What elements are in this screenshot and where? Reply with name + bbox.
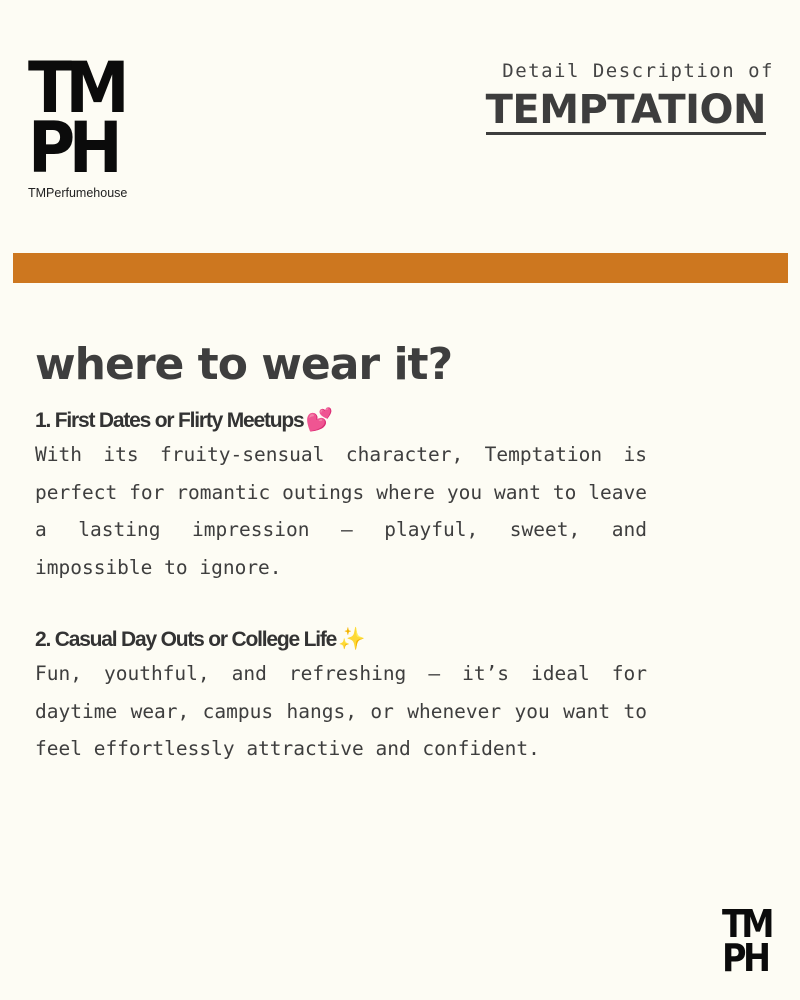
- main-content: [35, 335, 647, 768]
- brand-logo: [28, 47, 140, 200]
- product-title: TEMPTATION: [485, 87, 766, 133]
- logo-line-1: TM: [28, 47, 124, 129]
- logo-line-2: PH: [28, 107, 117, 189]
- occasion-description: Fun, youthful, and refreshing — it’s ideal for daytime wear, campus hangs, or whenever you want to feel effortlessly attractive and confident.: [35, 662, 647, 760]
- footer-logo: [722, 902, 772, 980]
- header-subtitle: Detail Description of: [502, 60, 774, 82]
- sparkles-icon: ✨: [338, 626, 365, 651]
- accent-divider-bar: [13, 253, 788, 283]
- occasion-heading: [35, 405, 647, 436]
- occasion-heading: [35, 624, 647, 655]
- logo-mark: [28, 47, 131, 189]
- brand-caption: TMPerfumehouse: [28, 186, 128, 200]
- occasion-heading-text: 2. Casual Day Outs or College Life: [35, 628, 337, 651]
- occasion-heading-text: 1. First Dates or Flirty Meetups: [35, 409, 304, 432]
- hearts-icon: 💕: [305, 407, 332, 432]
- footer-logo-line-2: PH: [722, 936, 768, 980]
- occasion-description: With its fruity-sensual character, Temptation is perfect for romantic outings where you want to leave a lasting impression — playful, sweet, and impossible to ignore.: [35, 443, 647, 579]
- occasion-item-2: [35, 624, 647, 768]
- footer-logo-line-1: TM: [722, 902, 772, 946]
- page-header: [486, 60, 774, 135]
- occasion-item-1: [35, 405, 647, 586]
- section-title: where to wear it?: [35, 339, 453, 390]
